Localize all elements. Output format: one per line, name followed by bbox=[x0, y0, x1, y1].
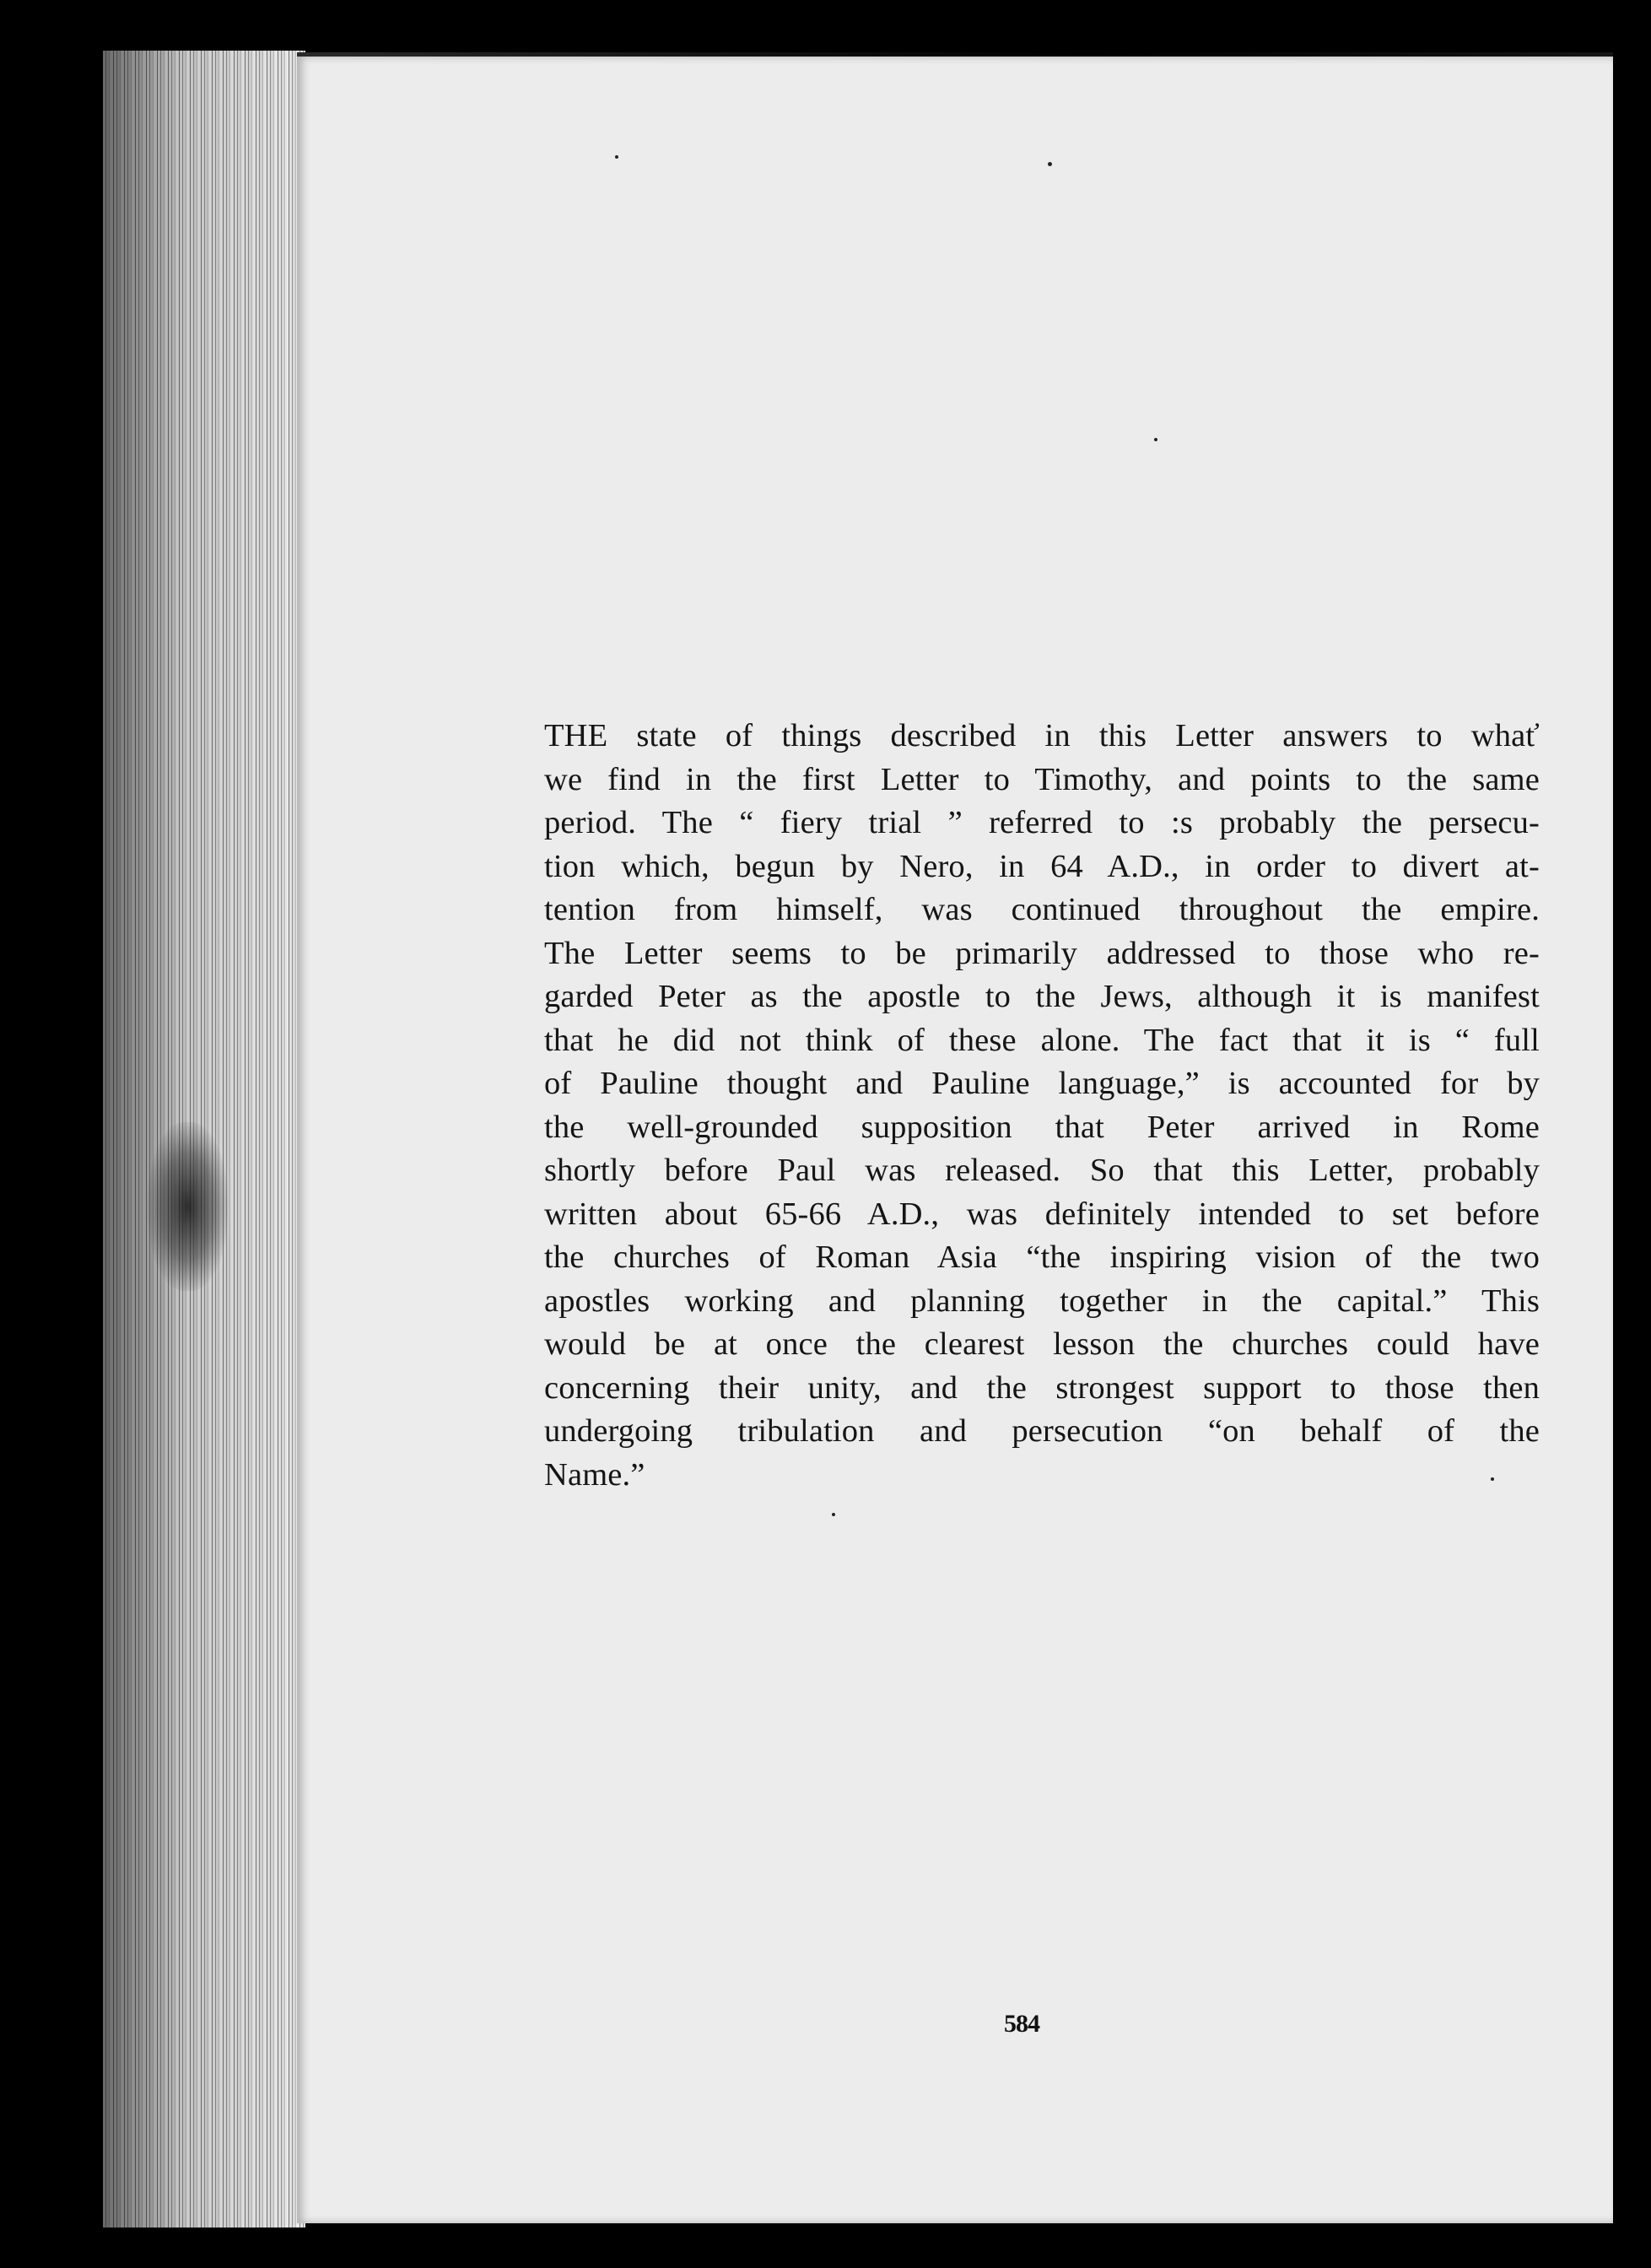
dust-speck bbox=[615, 155, 618, 159]
text-line: tention from himself, was continued throughout the empire. bbox=[544, 892, 1540, 927]
text-line: undergoing tribulation and persecution “on behalf of the bbox=[544, 1413, 1540, 1449]
text-line: period. The “ fiery trial ” referred to :s probably the persecu- bbox=[544, 805, 1540, 840]
text-line: we find in the first Letter to Timothy, and points to the same bbox=[544, 761, 1540, 797]
page-number: 584 bbox=[1004, 2010, 1039, 2038]
dust-speck bbox=[1048, 162, 1052, 166]
text-line: Name.” bbox=[544, 1456, 645, 1493]
dust-speck bbox=[832, 1513, 835, 1516]
text-line: would be at once the clearest lesson the churches could have bbox=[544, 1326, 1540, 1362]
dust-speck bbox=[1154, 438, 1157, 441]
text-line: concerning their unity, and the strongest support to those then bbox=[544, 1369, 1540, 1406]
body-paragraph bbox=[544, 715, 1540, 1497]
book-page bbox=[297, 52, 1613, 2223]
text-line: The Letter seems to be primarily addressed to those who re- bbox=[544, 935, 1540, 971]
text-line: garded Peter as the apostle to the Jews, although it is manifest bbox=[544, 979, 1540, 1014]
text-line: apostles working and planning together in the capital.” This bbox=[544, 1282, 1540, 1319]
text-line: that he did not think of these alone. The fact that it is “ full bbox=[544, 1022, 1540, 1058]
text-line: the churches of Roman Asia “the inspiring vision of the two bbox=[544, 1239, 1540, 1275]
text-line: tion which, begun by Nero, in 64 A.D., in order to divert at- bbox=[544, 848, 1540, 884]
text-line: shortly before Paul was released. So that this Letter, probably bbox=[544, 1153, 1540, 1188]
text-line: THE state of things described in this Letter answers to whať bbox=[544, 718, 1540, 753]
text-line: of Pauline thought and Pauline language,” is accounted for by bbox=[544, 1066, 1540, 1101]
page-top-edge bbox=[297, 52, 1613, 57]
text-line: the well-grounded supposition that Peter arrived in Rome bbox=[544, 1109, 1540, 1145]
text-line: written about 65-66 A.D., was definitely intended to set before bbox=[544, 1196, 1540, 1232]
edge-smudge bbox=[148, 1122, 228, 1291]
